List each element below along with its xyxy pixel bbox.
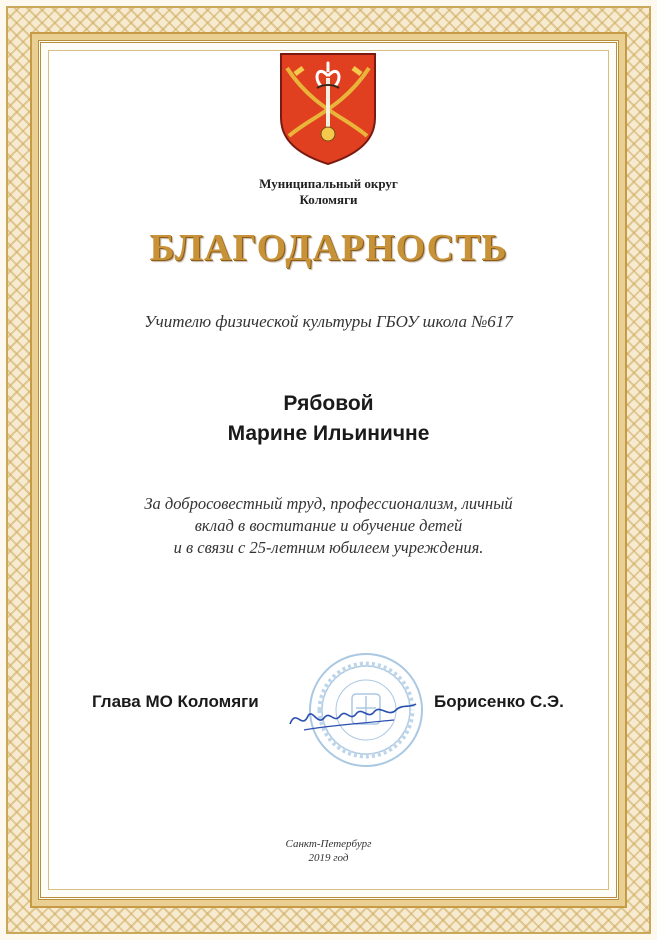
reason-line-3: и в связи с 25-летним юбилеем учреждения. [173,538,484,557]
signatory-name: Борисенко С.Э. [434,692,564,711]
recipient-given-names: Марине Ильиничне [227,422,430,445]
reason-line-1: За добросовестный труд, профессионализм, личный [144,494,513,513]
coat-of-arms-icon [273,48,383,168]
reason-line-2: вклад в воститание и обучение детей [194,516,463,535]
organization-line-1: Муниципальный округ [259,176,398,191]
organization-line-2: Коломяги [299,192,358,207]
recipient-position: Учителю физической культуры ГБОУ школа №617 [144,312,513,331]
signatory-title: Глава МО Коломяги [92,692,259,711]
footer-city: Санкт-Петербург [285,838,372,850]
recipient-surname: Рябовой [283,392,374,415]
footer-year: 2019 год [308,852,349,864]
handwritten-signature [284,690,424,740]
certificate-title: БЛАГОДАРНОСТЬ [149,227,508,269]
